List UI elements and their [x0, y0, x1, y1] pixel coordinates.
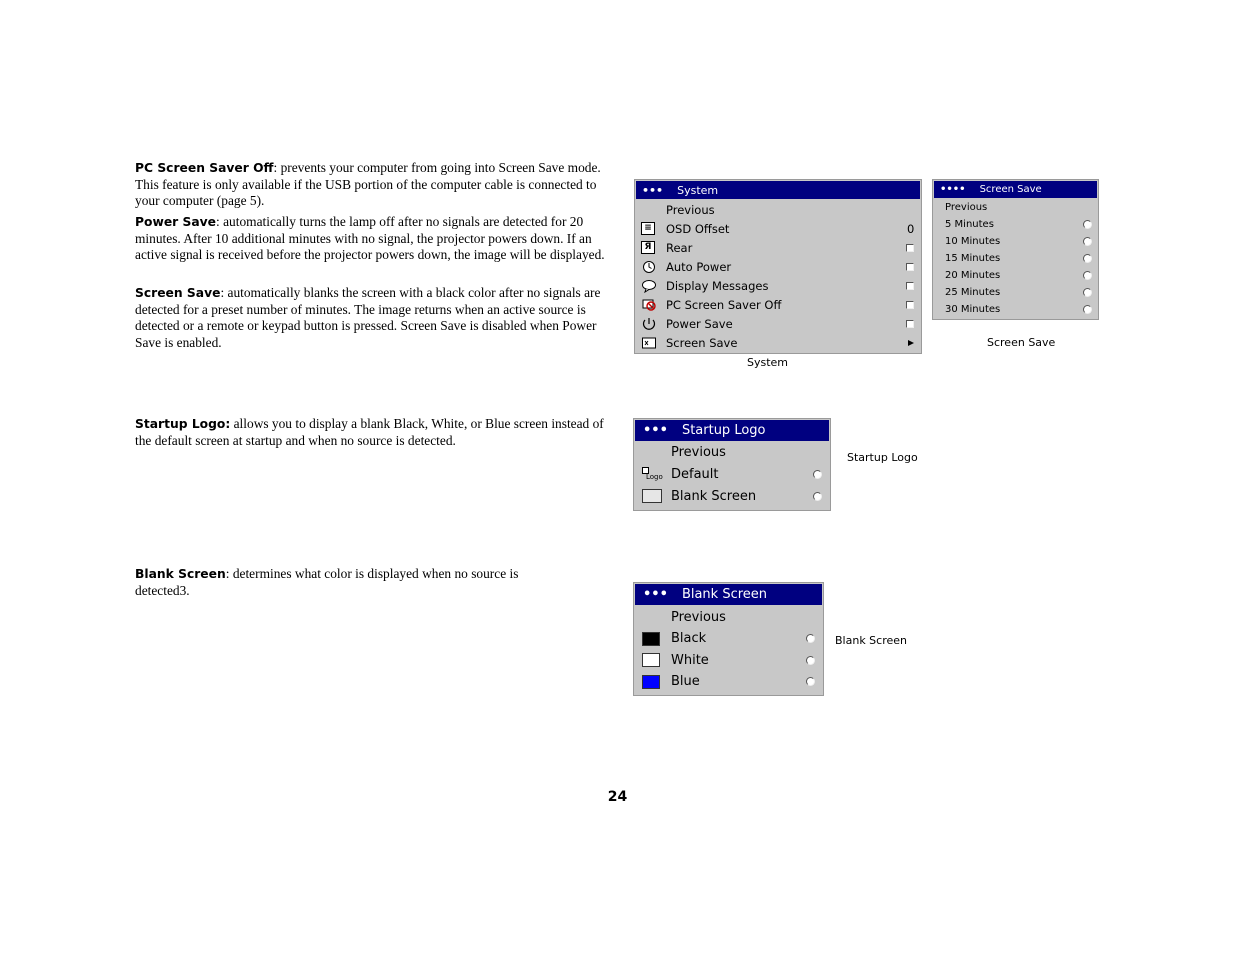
menu-item-screen-save[interactable]: [635, 333, 921, 352]
menu-item-blank-screen[interactable]: [634, 485, 830, 507]
menu-item-label: Rear: [666, 240, 693, 255]
logo-icon: Logo: [642, 467, 663, 481]
menu-item-label: PC Screen Saver Off: [666, 297, 782, 312]
power-save-paragraph: [135, 214, 605, 264]
power-save-icon: [641, 317, 657, 331]
menu-item-label: White: [671, 652, 709, 668]
startup-logo-menu: [633, 418, 831, 511]
startup-logo-term: Startup Logo:: [135, 417, 231, 431]
menu-item-label: Display Messages: [666, 278, 769, 293]
blank-screen-menu-title: Blank Screen: [681, 587, 768, 602]
menu-dots: ••••: [940, 184, 966, 195]
display-messages-checkbox[interactable]: [906, 282, 914, 290]
startup-logo-caption: Startup Logo: [847, 451, 918, 464]
menu-item-auto-power[interactable]: [635, 257, 921, 276]
menu-item-default[interactable]: [634, 463, 830, 485]
menu-dots: •••: [643, 587, 668, 602]
startup-logo-text: allows you to display a blank Black, White, or Blue screen instead of the default screen at startup and when no source is detected.: [135, 416, 604, 448]
radio-20-minutes[interactable]: [1083, 271, 1092, 280]
blank-screen-menu-title-bar: [635, 584, 822, 605]
menu-item-previous[interactable]: [634, 442, 830, 463]
radio-black[interactable]: [806, 634, 815, 643]
menu-item-black[interactable]: [634, 628, 823, 649]
pc-screen-saver-term: PC Screen Saver Off: [135, 161, 274, 175]
menu-item-label: Auto Power: [666, 259, 732, 274]
rear-checkbox[interactable]: [906, 244, 914, 252]
menu-item-label: Previous: [671, 609, 726, 625]
menu-item-label: Black: [671, 631, 707, 646]
blank-screen-term: Blank Screen: [135, 567, 226, 581]
osd-offset-icon: ≡: [641, 222, 655, 235]
menu-item-power-save[interactable]: [635, 314, 921, 333]
radio-10-minutes[interactable]: [1083, 237, 1092, 246]
menu-item-20-minutes[interactable]: [933, 267, 1098, 284]
menu-item-display-messages[interactable]: [635, 276, 921, 295]
menu-item-label: 30 Minutes: [945, 304, 1001, 315]
system-menu-title: System: [677, 183, 719, 197]
screen-save-menu-title-bar: [934, 181, 1097, 198]
menu-item-previous[interactable]: [635, 200, 921, 219]
menu-item-label: 20 Minutes: [945, 270, 1001, 281]
startup-logo-paragraph: [135, 416, 605, 449]
radio-5-minutes[interactable]: [1083, 220, 1092, 229]
power-save-term: Power Save: [135, 215, 217, 229]
menu-item-rear[interactable]: [635, 238, 921, 257]
menu-item-label: Previous: [666, 202, 715, 217]
screen-save-paragraph: [135, 285, 605, 351]
menu-item-previous[interactable]: [634, 606, 823, 628]
menu-item-label: Blue: [671, 674, 700, 689]
menu-item-5-minutes[interactable]: [933, 216, 1098, 233]
blank-screen-text: : determines what color is displayed when no source is detected3.: [135, 566, 519, 598]
menu-item-label: 5 Minutes: [945, 219, 994, 230]
menu-item-15-minutes[interactable]: [933, 250, 1098, 267]
pc-screen-saver-icon: [641, 298, 657, 312]
auto-power-icon: [641, 260, 657, 274]
radio-30-minutes[interactable]: [1083, 305, 1092, 314]
menu-item-25-minutes[interactable]: [933, 284, 1098, 301]
menu-item-blue[interactable]: [634, 671, 823, 692]
menu-item-label: OSD Offset: [666, 221, 730, 236]
screen-save-text: : automatically blanks the screen with a black color after no signals are detected for a preset number of minutes. The image returns when an active source is detected or a remote or keypad button is pressed. Screen Save is disabled when Power Save is enabled.: [135, 285, 601, 350]
menu-item-label: 10 Minutes: [945, 236, 1001, 247]
blank-screen-paragraph: [135, 566, 575, 599]
rear-icon: Я: [641, 241, 655, 254]
screen-save-term: Screen Save: [135, 286, 221, 300]
auto-power-checkbox[interactable]: [906, 263, 914, 271]
radio-blue[interactable]: [806, 677, 815, 686]
menu-item-label: Power Save: [666, 316, 733, 331]
screen-save-caption: Screen Save: [987, 336, 1056, 349]
menu-item-10-minutes[interactable]: [933, 233, 1098, 250]
menu-item-30-minutes[interactable]: [933, 301, 1098, 318]
menu-item-osd-offset[interactable]: [635, 219, 921, 238]
menu-item-label: Previous: [945, 202, 988, 213]
menu-item-label: Previous: [671, 445, 726, 460]
menu-item-label: 25 Minutes: [945, 287, 1001, 298]
radio-white[interactable]: [806, 656, 815, 665]
screen-save-menu-title: Screen Save: [979, 184, 1042, 195]
radio-blank-screen[interactable]: [813, 492, 822, 501]
power-save-checkbox[interactable]: [906, 320, 914, 328]
display-messages-icon: [641, 279, 657, 293]
system-menu: [634, 179, 922, 354]
white-swatch-icon: [642, 653, 660, 667]
menu-item-label: Screen Save: [666, 335, 738, 350]
blank-screen-icon: [642, 489, 662, 503]
menu-item-previous[interactable]: [933, 199, 1098, 216]
menu-item-label: 15 Minutes: [945, 253, 1001, 264]
blank-screen-menu: [633, 582, 824, 696]
system-menu-title-bar: [636, 181, 920, 199]
startup-logo-menu-title-bar: [635, 420, 829, 441]
power-save-text: : automatically turns the lamp off after no signals are detected for 20 minutes. After 10 additional minutes with no signal, the projector powers down. If an active signal is received before the projector powers down, the image will be displayed.: [135, 214, 605, 262]
menu-dots: •••: [642, 183, 664, 197]
black-swatch-icon: [642, 632, 660, 646]
pc-screen-saver-paragraph: [135, 160, 605, 210]
screen-save-menu: [932, 179, 1099, 320]
blank-screen-caption: Blank Screen: [835, 634, 907, 647]
osd-offset-value: 0: [907, 221, 915, 236]
radio-25-minutes[interactable]: [1083, 288, 1092, 297]
page-number: 24: [607, 789, 628, 805]
menu-item-pc-screen-saver-off[interactable]: [635, 295, 921, 314]
menu-item-label: Blank Screen: [671, 488, 757, 504]
system-caption: System: [747, 356, 789, 369]
menu-item-label: Default: [671, 466, 719, 482]
radio-15-minutes[interactable]: [1083, 254, 1092, 263]
startup-logo-menu-title: Startup Logo: [681, 423, 766, 438]
menu-item-white[interactable]: [634, 649, 823, 671]
submenu-arrow-icon: [908, 340, 914, 346]
pc-screen-saver-text: : prevents your computer from going into Screen Save mode. This feature is only available if the USB portion of the computer cable is connected to your computer (page 5).: [135, 160, 601, 208]
screen-save-icon: [641, 336, 657, 350]
menu-dots: •••: [643, 423, 668, 438]
pc-screen-saver-checkbox[interactable]: [906, 301, 914, 309]
radio-default[interactable]: [813, 470, 822, 479]
blue-swatch-icon: [642, 675, 660, 689]
